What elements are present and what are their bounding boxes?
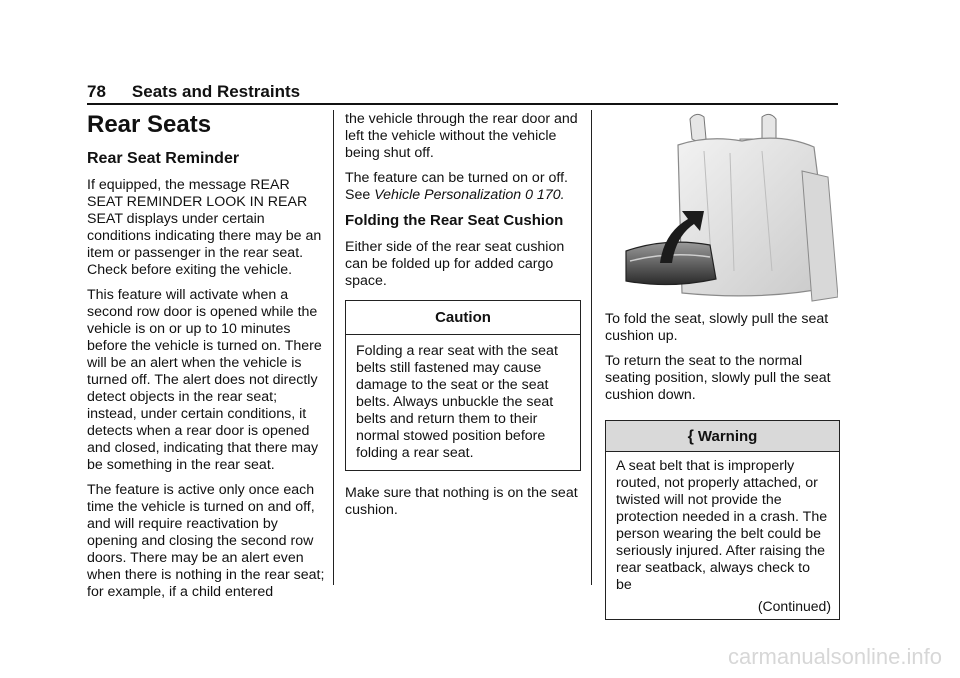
- caution-box: [345, 300, 581, 471]
- page-reference: 0 170.: [525, 187, 565, 203]
- watermark: carmanualsonline.info: [727, 644, 942, 669]
- warning-box: [605, 420, 840, 620]
- column-2: [345, 111, 581, 527]
- paragraph: Either side of the rear seat cushion can be folded up for added cargo space.: [345, 239, 565, 289]
- paragraph: If equipped, the message REAR SEAT REMINDER LOOK IN REAR SEAT displays under certain conditions indicating there may be an item or passenger in the rear seat. Check before exiting the vehicle.: [87, 177, 322, 278]
- paragraph: To fold the seat, slowly pull the seat cushion up.: [605, 311, 829, 344]
- page-number: 78: [87, 82, 106, 101]
- page-header: [87, 82, 300, 102]
- header-rule: [87, 103, 838, 105]
- column-divider-1: [333, 110, 334, 585]
- paragraph: the vehicle through the rear door and left the vehicle without the vehicle being shut off.: [345, 111, 578, 161]
- warning-title: Warning: [697, 428, 758, 445]
- continued-label: (Continued): [757, 598, 831, 614]
- subheading-folding-cushion: Folding the Rear Seat Cushion: [345, 212, 564, 229]
- paragraph: To return the seat to the normal seating position, slowly pull the seat cushion down.: [605, 353, 831, 403]
- warning-icon: {: [687, 428, 694, 445]
- warning-text: A seat belt that is improperly routed, not properly attached, or twisted will not provide the protection needed in a crash. The person wearing the belt could be seriously injured. After raising the rear seatback, always check to be: [616, 458, 828, 593]
- column-divider-2: [591, 110, 592, 585]
- caution-text: Folding a rear seat with the seat belts still fastened may cause damage to the seat or the seat belts. Always unbuckle the seat belts and return them to their normal stowed position before folding a rear seat.: [356, 343, 558, 461]
- subheading-rear-seat-reminder: Rear Seat Reminder: [87, 150, 240, 167]
- seat-illustration: [612, 111, 838, 303]
- text: The feature can be turned on or off. See: [345, 170, 568, 203]
- caution-title: Caution: [346, 301, 580, 335]
- paragraph-personalization: [345, 170, 581, 204]
- column-3: [605, 311, 840, 620]
- column-1: [87, 111, 327, 609]
- cross-reference-link[interactable]: Vehicle Personalization: [374, 187, 522, 203]
- paragraph: Make sure that nothing is on the seat cushion.: [345, 485, 578, 518]
- paragraph: The feature is active only once each time the vehicle is turned on and off, and will require reactivation by opening and closing the second row doors. There may be an alert even when there is nothing in the rear seat; for example, if a child entered: [87, 482, 325, 600]
- section-title: Seats and Restraints: [131, 82, 301, 101]
- paragraph: This feature will activate when a second row door is opened while the vehicle is on or up to 10 minutes before the vehicle is turned on. There will be an alert when the vehicle is turned off. The alert does not directly detect objects in the rear seat; instead, under certain conditions, it detects when a rear door is opened and closed, indicating that there may be something in the rear seat.: [87, 287, 322, 473]
- page-title: Rear Seats: [87, 111, 212, 138]
- warning-header: [606, 421, 839, 452]
